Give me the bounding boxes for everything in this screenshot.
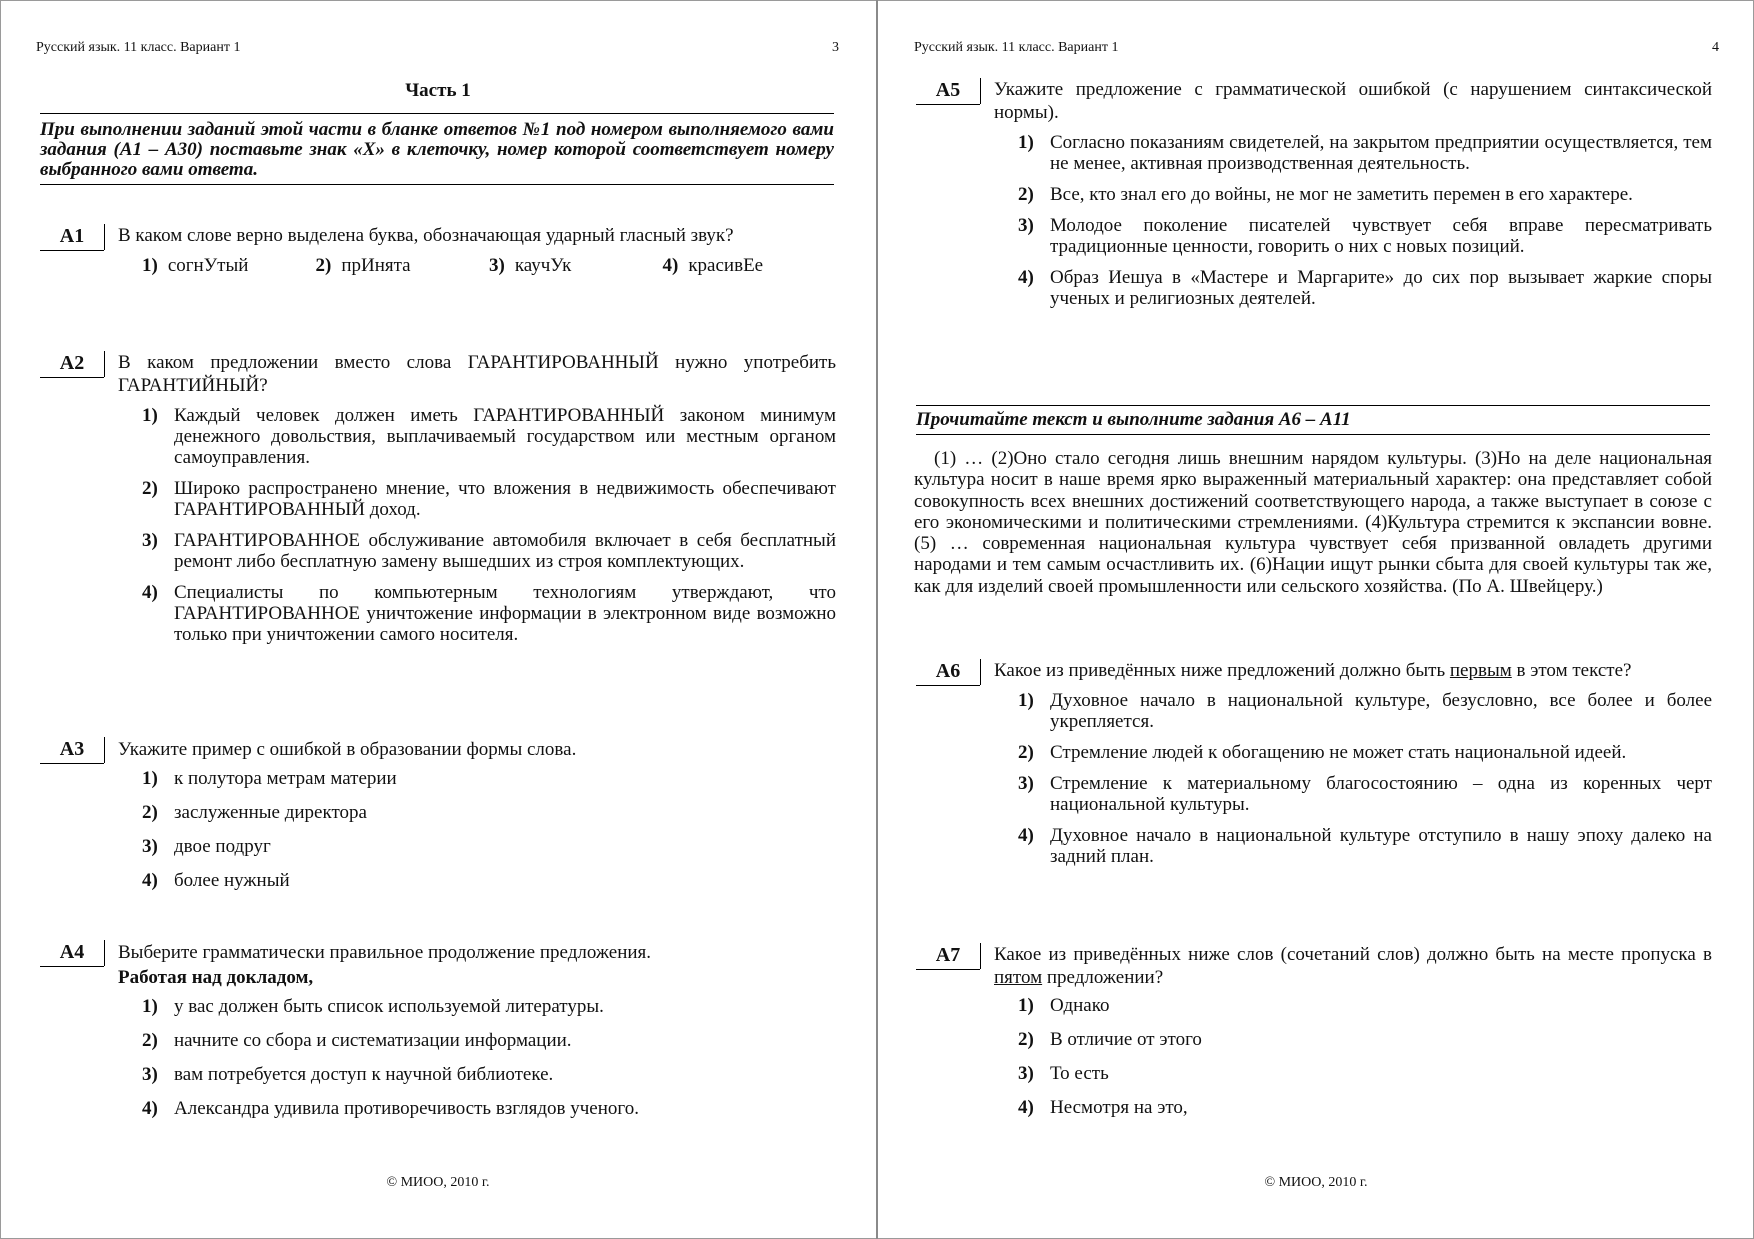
option: 4) более нужный bbox=[142, 870, 290, 891]
page-number: 4 bbox=[1712, 40, 1719, 55]
option: 4) красивЕе bbox=[662, 255, 764, 276]
option: 1) у вас должен быть список используемой литературы. bbox=[142, 996, 604, 1017]
options-list bbox=[1018, 132, 1712, 309]
option: 2) Стремление людей к обогащению не может стать национальной идеей. bbox=[1018, 742, 1627, 763]
option: 3) Стремление к материальному благосостоянию – одна из коренных черт национальной культуры. bbox=[1018, 773, 1712, 815]
task-number: А1 bbox=[40, 224, 104, 251]
task-question: Укажите пример с ошибкой в образовании формы слова. bbox=[118, 739, 577, 760]
options-list bbox=[1018, 690, 1712, 867]
reading-text: (1) … (2)Оно стало сегодня лишь внешним нарядом культуры. (3)Но на деле национальная культура носит в наше время ярко выраженный материальный характер: она представляет собой совокупность всех внешних достижений соответствующего народа, а также выступает в союзе с его экономическими и политическими стремлениями. (4)Культура стремится к экспансии вовне. (5) … современная национальная культура чувствует себя призванной овладеть другими народами и тем самым осчастливить их. (6)Нации ищут рынки сбыта для своей культуры так же, как для изделий своей промышленности или сельского хозяйства. (По А. Швейцеру.) bbox=[914, 448, 1712, 597]
task-question: Выберите грамматически правильное продолжение предложения. bbox=[118, 942, 652, 963]
part-title: Часть 1 bbox=[405, 80, 471, 101]
task-question: Укажите предложение с грамматической ошибкой (с нарушением синтаксической нормы). bbox=[994, 79, 1712, 123]
task-a6 bbox=[916, 659, 1712, 877]
options-row bbox=[142, 255, 836, 277]
page-right bbox=[878, 0, 1754, 1239]
option: 3) вам потребуется доступ к научной библиотеке. bbox=[142, 1064, 554, 1085]
task-number: А5 bbox=[916, 78, 980, 105]
option: 1) согнУтый bbox=[142, 255, 249, 276]
options-list bbox=[1018, 995, 1712, 1118]
task-number: А2 bbox=[40, 351, 104, 378]
option: 2) прИнята bbox=[315, 255, 411, 276]
option: 3) Молодое поколение писателей чувствует себя вправе пересматривать традиционные ценности, говорить о них с новых позиций. bbox=[1018, 215, 1712, 257]
option: 3) каучУк bbox=[489, 255, 572, 276]
task-a2 bbox=[40, 351, 836, 655]
page-number: 3 bbox=[832, 40, 839, 55]
footer-copyright: © МИОО, 2010 г. bbox=[1264, 1175, 1368, 1190]
option: 1) Однако bbox=[1018, 995, 1110, 1016]
task-a4 bbox=[40, 940, 836, 1132]
option: 2) Широко распространено мнение, что вложения в недвижимость обеспечивают ГАРАНТИРОВАННЫЙ доход. bbox=[142, 478, 836, 520]
task-lead-phrase: Работая над докладом, bbox=[118, 967, 314, 988]
task-question: В каком слове верно выделена буква, обозначающая ударный гласный звук? bbox=[118, 225, 734, 246]
option: 1) Согласно показаниям свидетелей, на закрытом предприятии осуществляется, тем не менее, активная производственная деятельность. bbox=[1018, 132, 1712, 174]
header-title: Русский язык. 11 класс. Вариант 1 bbox=[914, 40, 1119, 55]
task-number: А3 bbox=[40, 737, 104, 764]
option: 1) Каждый человек должен иметь ГАРАНТИРОВАННЫЙ законом минимум денежного довольствия, выплачиваемый государством или местным органом самоуправления. bbox=[142, 405, 836, 468]
options-list bbox=[142, 996, 836, 1119]
text-instruction: Прочитайте текст и выполните задания А6 – А11 bbox=[916, 405, 1710, 435]
option: 3) То есть bbox=[1018, 1063, 1109, 1084]
task-number: А4 bbox=[40, 940, 104, 967]
option: 4) Александра удивила противоречивость взглядов ученого. bbox=[142, 1098, 639, 1119]
option: 2) заслуженные директора bbox=[142, 802, 367, 823]
task-number: А6 bbox=[916, 659, 980, 686]
option: 1) к полутора метрам материи bbox=[142, 768, 397, 789]
page-left bbox=[0, 0, 876, 1239]
task-a5 bbox=[916, 78, 1712, 319]
option: 4) Образ Иешуа в «Мастере и Маргарите» до сих пор вызывает жаркие споры ученых и религиозных деятелей. bbox=[1018, 267, 1712, 309]
option: 2) Все, кто знал его до войны, не мог не заметить перемен в его характере. bbox=[1018, 184, 1633, 205]
option: 4) Духовное начало в национальной культуре отступило в нашу эпоху далеко на задний план. bbox=[1018, 825, 1712, 867]
task-question: Какое из приведённых ниже предложений должно быть первым в этом тексте? bbox=[994, 660, 1632, 681]
underlined-word: пятом bbox=[994, 967, 1043, 988]
header-title: Русский язык. 11 класс. Вариант 1 bbox=[36, 40, 241, 55]
task-number: А7 bbox=[916, 943, 980, 970]
options-list bbox=[142, 405, 836, 645]
underlined-word: первым bbox=[1449, 660, 1512, 681]
task-a1 bbox=[40, 224, 836, 277]
option: 3) двое подруг bbox=[142, 836, 271, 857]
option: 3) ГАРАНТИРОВАННОЕ обслуживание автомобиля включает в себя бесплатный ремонт либо бесплатную замену вышедших из строя комплектующих. bbox=[142, 530, 836, 572]
task-a3 bbox=[40, 737, 836, 904]
option: 1) Духовное начало в национальной культуре, безусловно, все более и более укрепляется. bbox=[1018, 690, 1712, 732]
instructions: При выполнении заданий этой части в бланке ответов №1 под номером выполняемого вами задания (А1 – А30) поставьте знак «Х» в клеточку, номер которой соответствует номеру выбранного вами ответа. bbox=[40, 113, 834, 185]
option: 4) Специалисты по компьютерным технологиям утверждают, что ГАРАНТИРОВАННОЕ уничтожение информации в электронном виде возможно только при уничтожении самого носителя. bbox=[142, 582, 836, 645]
option: 2) В отличие от этого bbox=[1018, 1029, 1202, 1050]
options-list bbox=[142, 768, 836, 891]
task-question: В каком предложении вместо слова ГАРАНТИРОВАННЫЙ нужно употребить ГАРАНТИЙНЫЙ? bbox=[118, 352, 836, 396]
task-question: Какое из приведённых ниже слов (сочетаний слов) должно быть на месте пропуска в пятом предложении? bbox=[994, 944, 1712, 988]
footer-copyright: © МИОО, 2010 г. bbox=[386, 1175, 490, 1190]
option: 2) начните со сбора и систематизации информации. bbox=[142, 1030, 572, 1051]
task-a7 bbox=[916, 943, 1712, 1131]
option: 4) Несмотря на это, bbox=[1018, 1097, 1188, 1118]
